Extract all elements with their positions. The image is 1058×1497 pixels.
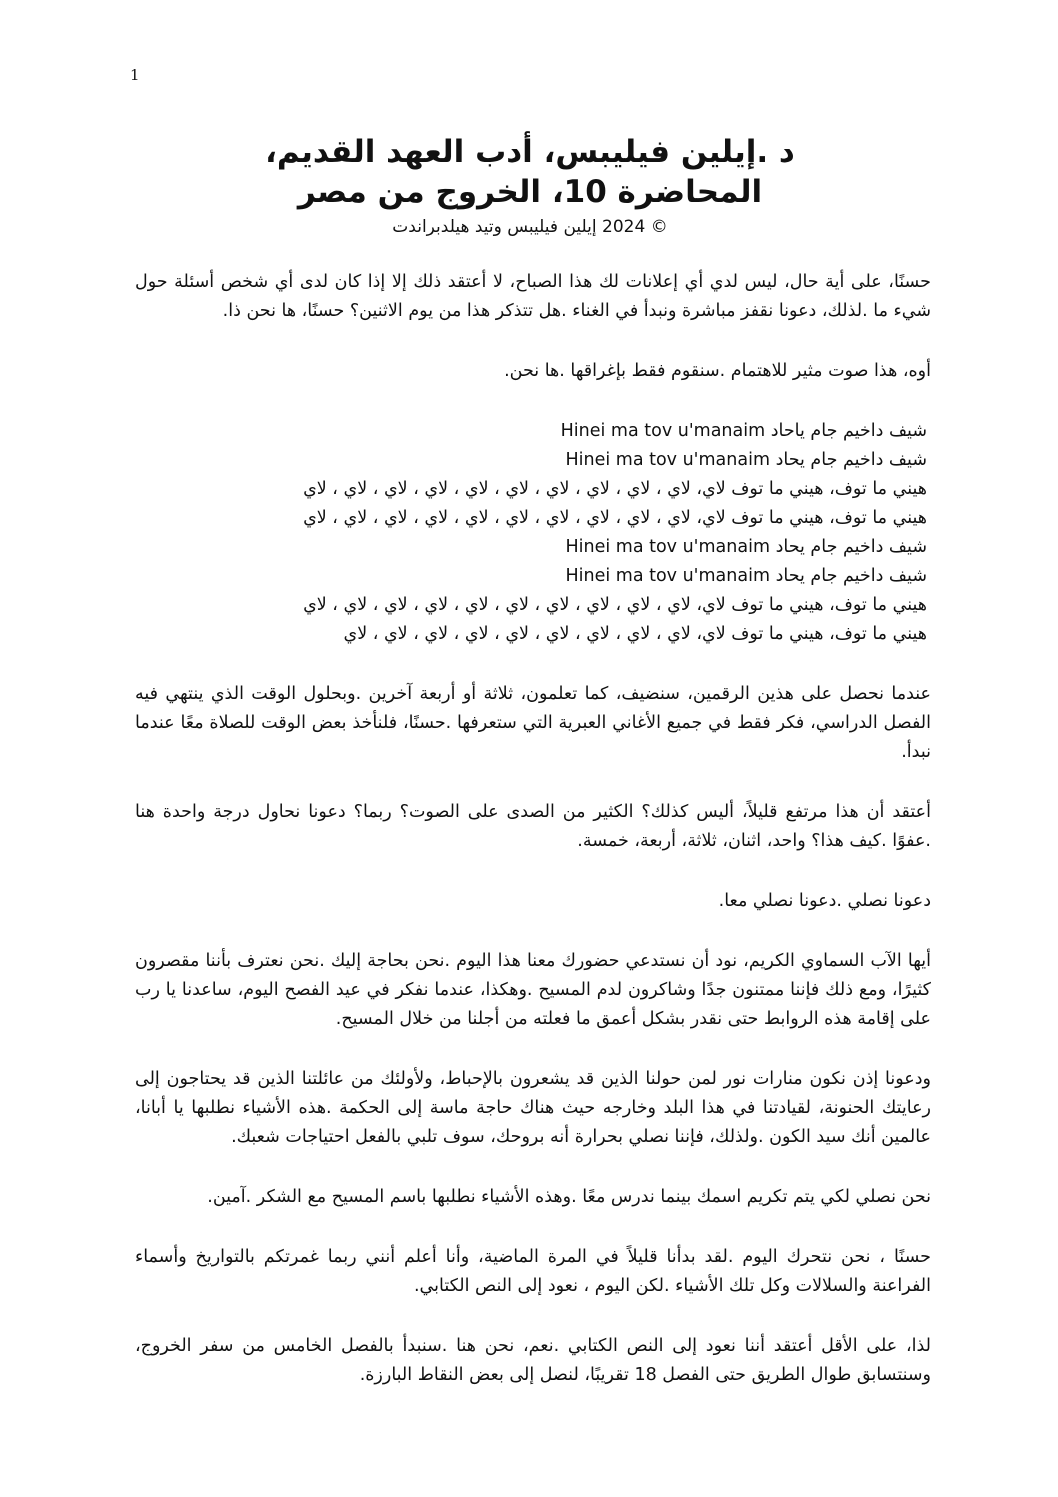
page-number: 1	[130, 66, 140, 84]
song-lyrics	[135, 417, 931, 649]
copyright-notice: © 2024 إيلين فيليبس وتيد هيلدبراندت	[392, 217, 668, 237]
document-body	[135, 268, 931, 1421]
paragraph-sound: أوه، هذا صوت مثير للاهتمام .سنقوم فقط بإغراقها .ها نحن.	[504, 361, 931, 381]
paragraph-songs: عندما نحصل على هذين الرقمين، سنضيف، كما تعلمون، ثلاثة أو أربعة آخرين .وبحلول الوقت الذي ينتهي فيه الفصل الدراسي، فكر فقط في جميع الأغاني العبرية التي ستعرفها .حسنًا، فلنأخذ بعض الوقت للصلاة معًا عندما نبدأ.	[135, 684, 931, 762]
paragraph-exodus-5: لذا، على الأقل أعتقد أننا نعود إلى النص الكتابي .نعم، نحن هنا .سنبدأ بالفصل الخامس من سفر الخروج، وسنتسابق طوال الطريق حتى الفصل 18 تقريبًا، لنصل إلى بعض النقاط البارزة.	[135, 1336, 931, 1385]
lyric-line: هيني ما توف، هيني ما توف لاي، لاي ، لاي ، لاي ، لاي ، لاي ، لاي ، لاي ، لاي ، لاي ، لاي	[303, 595, 927, 615]
lyric-line: هيني ما توف، هيني ما توف لاي، لاي ، لاي ، لاي ، لاي ، لاي ، لاي ، لاي ، لاي ، لاي	[343, 624, 927, 644]
lyric-line: هيني ما توف، هيني ما توف لاي، لاي ، لاي ، لاي ، لاي ، لاي ، لاي ، لاي ، لاي ، لاي ، لاي	[303, 508, 927, 528]
paragraph-moving-on: حسنًا ، نحن نتحرك اليوم .لقد بدأنا قليلاً في المرة الماضية، وأنا أعلم أنني ربما غمرتكم بالتواريخ وأسماء الفراعنة والسلالات وكل تلك الأشياء .لكن اليوم ، نعود إلى النص الكتابي.	[135, 1247, 931, 1296]
lyric-line: شيف داخيم جام يحاد Hinei ma tov u'manaim	[565, 566, 927, 586]
paragraph-volume: أعتقد أن هذا مرتفع قليلاً، أليس كذلك؟ الكثير من الصدى على الصوت؟ ربما؟ دعونا نحاول درجة واحدة هنا .عفوًا .كيف هذا؟ واحد، اثنان، ثلاثة، أربعة، خمسة.	[135, 802, 931, 851]
lyric-line: شيف داخيم جام يحاد Hinei ma tov u'manaim	[565, 537, 927, 557]
document-header	[130, 132, 930, 240]
paragraph-amen: نحن نصلي لكي يتم تكريم اسمك بينما ندرس معًا .وهذه الأشياء نطلبها باسم المسيح مع الشكر .آمين.	[207, 1187, 931, 1207]
lyric-line: شيف داخيم جام يحاد Hinei ma tov u'manaim	[565, 450, 927, 470]
document-title-line-2: المحاضرة 10، الخروج من مصر	[297, 174, 763, 210]
document-title-line-1: د .إيلين فيليبس، أدب العهد القديم،	[265, 134, 795, 170]
lyric-line: شيف داخيم جام ياحاد Hinei ma tov u'manaim	[560, 421, 927, 441]
paragraph-let-us-pray: دعونا نصلي .دعونا نصلي معا.	[718, 891, 931, 911]
lyric-line: هيني ما توف، هيني ما توف لاي، لاي ، لاي ، لاي ، لاي ، لاي ، لاي ، لاي ، لاي ، لاي ، لاي	[303, 479, 927, 499]
paragraph-prayer-1: أيها الآب السماوي الكريم، نود أن نستدعي حضورك معنا هذا اليوم .نحن بحاجة إليك .نحن نعترف بأننا مقصرون كثيرًا، ومع ذلك فإننا ممتنون جدًا وشاكرون لدم المسيح .وهكذا، عندما نفكر في عيد الفصح اليوم، ساعدنا يا رب على إقامة هذه الروابط حتى نقدر بشكل أعمق ما فعلته من أجلنا من خلال المسيح.	[135, 951, 931, 1029]
paragraph-prayer-2: ودعونا إذن نكون منارات نور لمن حولنا الذين قد يشعرون بالإحباط، ولأولئك من عائلتنا الذين قد يحتاجون إلى رعايتك الحنونة، لقيادتنا في هذا البلد وخارجه حيث هناك حاجة ماسة إلى الحكمة .هذه الأشياء نطلبها يا أبانا، عالمين أنك سيد الكون .ولذلك، فإننا نصلي بحرارة أنه بروحك، سوف تلبي بالفعل احتياجات شعبك.	[135, 1069, 931, 1147]
paragraph-intro: حسنًا، على أية حال، ليس لدي أي إعلانات لك هذا الصباح، لا أعتقد ذلك إلا إذا كان لدى أي شخص أسئلة حول شيء ما .لذلك، دعونا نقفز مباشرة ونبدأ في الغناء .هل تتذكر هذا من يوم الاثنين؟ حسنًا، ها نحن ذا.	[135, 272, 931, 321]
